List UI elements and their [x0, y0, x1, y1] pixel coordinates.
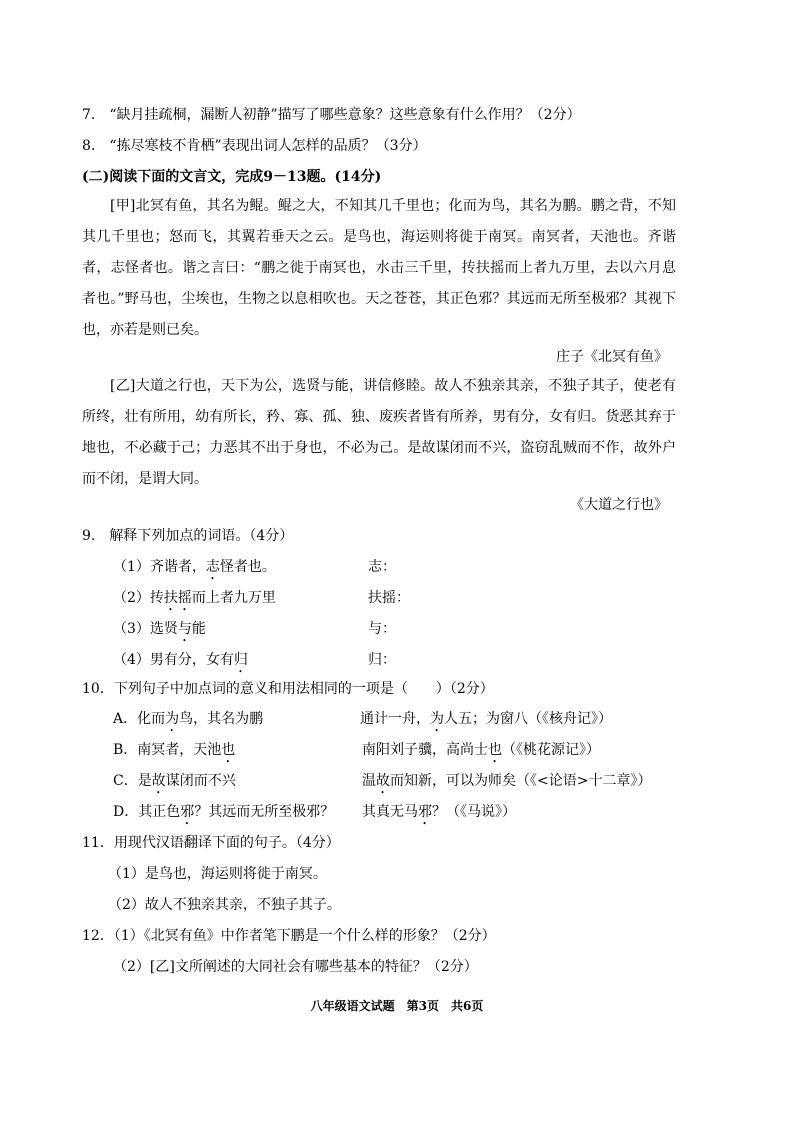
q10-option-c-left: C．是故谋闭而不兴	[113, 773, 236, 789]
section-heading: (二)阅读下面的文言文，完成9－13题。(14分)	[82, 169, 382, 185]
question-10-stem: 10．下列句子中加点词的意义和用法相同的一项是（ ）（2分）	[82, 681, 494, 697]
q9-answer-2: 扶摇：	[368, 590, 410, 606]
question-9-stem: 9. 解释下列加点的词语。（4分）	[82, 528, 294, 544]
q10-option-b-left: B．南冥者，天池也	[113, 742, 236, 758]
q10-option-a-right: 通计一舟，为人五；为窗八（《核舟记》）	[360, 711, 612, 727]
q9-answer-4: 归：	[368, 652, 396, 668]
question-11-stem: 11．用现代汉语翻译下面的句子。（4分）	[82, 835, 340, 851]
q12-item-2: （2）[乙]文所阐述的大同社会有哪些基本的特征？（2分）	[113, 959, 478, 975]
q10-option-a-left: A．化而为鸟，其名为鹏	[113, 711, 264, 727]
passage-b-source: 《大道之行也》	[570, 497, 668, 513]
q9-item-3: （3）选贤与能	[113, 621, 206, 637]
passage-a: [甲]北冥有鱼，其名为鲲。鲲之大，不知其几千里也；化而为鸟，其名为鹏。鹏之背，不知其几千里也；怒而飞，其翼若垂天之云。是鸟也，海运则将徙于南冥。南冥者，天池也。齐谐者，志怪者也。谐之言曰：“鹏之徙于南冥也，水击三千里，抟扶摇而上者九万里，去以六月息者也。”野马也，尘埃也，生物之以息相吹也。天之苍苍，其正色邪？其远而无所至极邪？其视下也，亦若是则已矣。	[82, 198, 676, 338]
question-8: 8. “拣尽寒枝不肯栖”表现出词人怎样的品质？（3分）	[82, 138, 427, 154]
question-12-stem: 12．（1）《北冥有鱼》中作者笔下鹏是一个什么样的形象？（2分）	[82, 928, 496, 944]
q10-option-d-right: 其真无马邪？（《马说》）	[362, 804, 516, 820]
q9-item-1: （1）齐谐者，志怪者也。	[113, 559, 276, 575]
q9-answer-3: 与：	[368, 621, 396, 637]
q9-item-2: （2）抟扶摇而上者九万里	[113, 590, 276, 606]
q10-option-d-left: D．其正色邪？其远而无所至极邪？	[113, 804, 335, 820]
q10-option-c-right: 温故而知新，可以为师矣（《<论语>十二章》）	[362, 773, 652, 789]
question-7: 7. “缺月挂疏桐，漏断人初静”描写了哪些意象？这些意象有什么作用？（2分）	[82, 107, 581, 123]
q11-item-2: （2）故人不独亲其亲，不独子其子。	[108, 897, 341, 913]
q10-option-b-right: 南阳刘子骥，高尚士也（《桃花源记》）	[362, 742, 600, 758]
q9-answer-1: 志：	[368, 559, 396, 575]
passage-b: [乙]大道之行也，天下为公，选贤与能，讲信修睦。故人不独亲其亲，不独子其子，使老有所终，壮有所用，幼有所长，矜、寡、孤、独、废疾者皆有所养，男有分，女有归。货恶其弃于地也，不必藏于己；力恶其不出于身也，不必为己。是故谋闭而不兴，盗窃乱贼而不作，故外户而不闭，是谓大同。	[82, 378, 676, 487]
page-footer: 八年级语文试题 第3页 共6页	[310, 999, 484, 1013]
passage-a-source: 庄子《北冥有鱼》	[556, 349, 668, 365]
q9-item-4: （4）男有分，女有归	[113, 652, 248, 668]
q11-item-1: （1）是鸟也，海运则将徙于南冥。	[108, 866, 327, 882]
